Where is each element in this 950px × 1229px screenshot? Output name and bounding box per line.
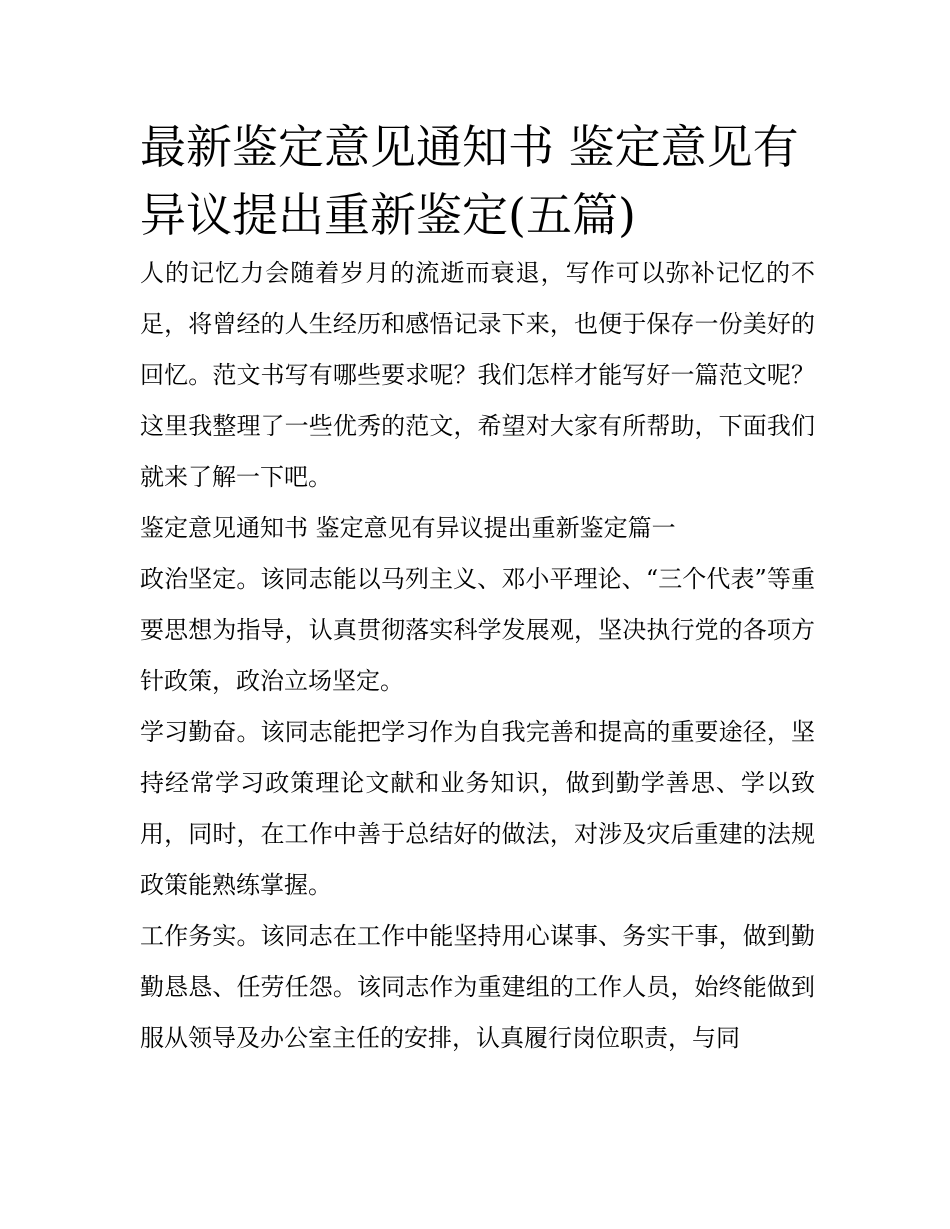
paragraph-study: 学习勤奋。该同志能把学习作为自我完善和提高的重要途径，坚持经常学习政策理论文献和业务知识，做到勤学善思、学以致用，同时，在工作中善于总结好的做法，对涉及灾后重建的法规政策能熟练掌握。: [140, 718, 815, 899]
paragraph-intro: 人的记忆力会随着岁月的流逝而衰退，写作可以弥补记忆的不足，将曾经的人生经历和感悟记录下来，也便于保存一份美好的回忆。范文书写有哪些要求呢？我们怎样才能写好一篇范文呢？这里我整理了一些优秀的范文，希望对大家有所帮助，下面我们就来了解一下吧。: [140, 259, 815, 491]
document-body: [140, 248, 815, 1064]
section-heading: 鉴定意见通知书 鉴定意见有异议提出重新鉴定篇一: [140, 514, 676, 542]
paragraph-politics: 政治坚定。该同志能以马列主义、邓小平理论、“三个代表”等重要思想为指导，认真贯彻落实科学发展观，坚决执行党的各项方针政策，政治立场坚定。: [140, 565, 815, 695]
document-title: 最新鉴定意见通知书 鉴定意见有异议提出重新鉴定(五篇): [140, 120, 799, 242]
paragraph-work: 工作务实。该同志在工作中能坚持用心谋事、务实干事，做到勤勤恳恳、任劳任怨。该同志作为重建组的工作人员，始终能做到服从领导及办公室主任的安排，认真履行岗位职责，与同: [140, 922, 815, 1052]
